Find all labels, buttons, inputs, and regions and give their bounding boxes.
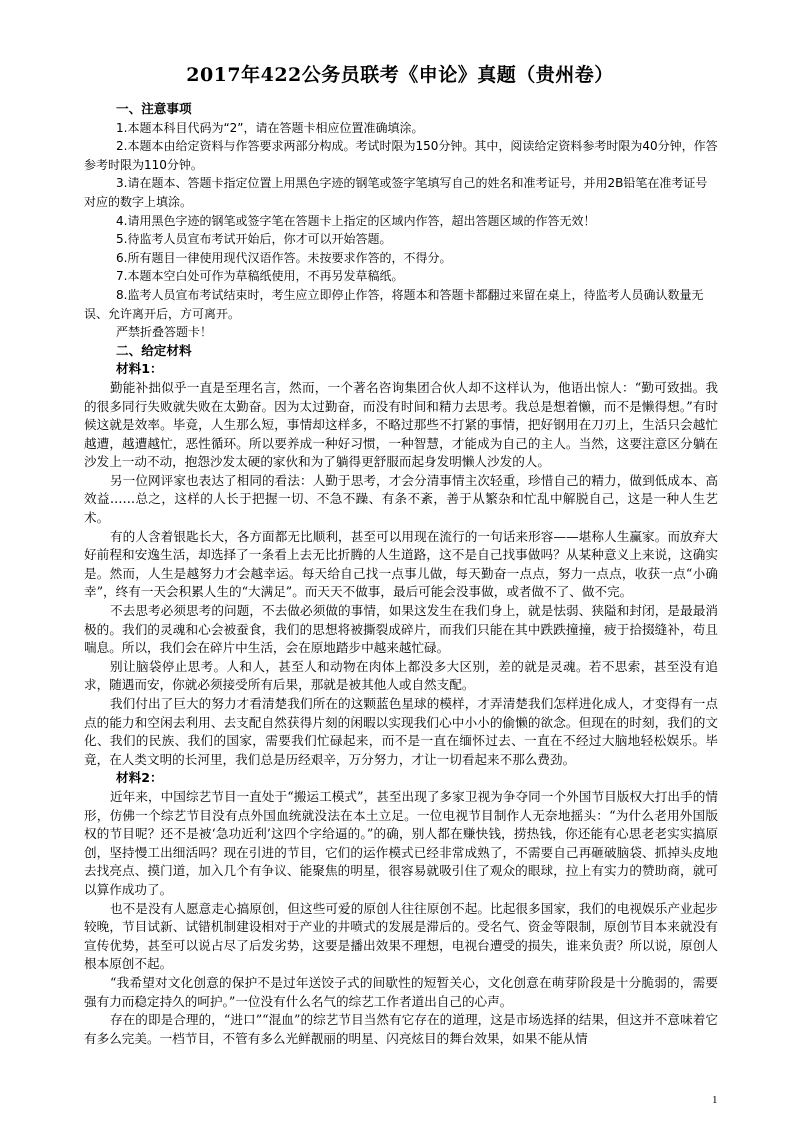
material-2-heading: 材料2： <box>116 770 163 786</box>
note-item: 6.所有题目一律使用现代汉语作答。未按要求作答的，不得分。 <box>116 250 452 265</box>
material-1-heading: 材料1： <box>116 361 163 377</box>
note-item: 7.本题本空白处可作为草稿纸使用，不再另发草稿纸。 <box>116 269 404 284</box>
paragraph: 我们付出了巨大的努力才看清楚我们所在的这颗蓝色星球的模样，才弄清楚我们怎样进化成人，才变得有一点点的能力和空闲去利用、去支配自然获得片刻的闲暇以实现我们心中小小的偷懒的欲念。但现在的时刻，我们的文化、我们的民族、我们的国家，需要我们忙碌起来，而不是一直在缅怀过去、一直在不经过大脑地轻松娱乐。毕竟，在人类文明的长河里，我们总是历经艰辛，万分努力，才让一切看起来不那么费劲。 <box>84 696 718 767</box>
document-title: 2017年422公务员联考《申论》真题（贵州卷） <box>186 64 614 86</box>
paragraph: 别让脑袋停止思考。人和人，甚至人和动物在肉体上都没多大区别，差的就是灵魂。若不思索，甚至没有追求，随遇而安，你就必须接受所有后果，那就是被其他人或自然支配。 <box>84 658 718 693</box>
note-item: 1.本题本科目代码为“2”，请在答题卡相应位置准确填涂。 <box>116 120 424 135</box>
note-item: 3.请在题本、答题卡指定位置上用黑色字迹的钢笔或签字笔填写自己的姓名和准考证号，并用2B铅笔在准考证号对应的数字上填涂。 <box>84 176 708 209</box>
paragraph: 另一位网评家也表达了相同的看法：人勤于思考，才会分清事情主次轻重，珍惜自己的精力，做到低成本、高效益……总之，这样的人长于把握一切、不急不躁、有条不紊，善于从繁杂和忙乱中解脱自己，这是一种人生艺术。 <box>84 472 718 526</box>
paragraph: “我希望对文化创意的保护不是过年送饺子式的间歇性的短暂关心，文化创意在萌芽阶段是十分脆弱的，需要强有力而稳定持久的呵护。”一位没有什么名气的综艺工作者道出自己的心声。 <box>84 974 718 1009</box>
paragraph: 不去思考必须思考的问题，不去做必须做的事情，如果这发生在我们身上，就是怯弱、狭隘和封闭，是最最消极的。我们的灵魂和心会被蚕食，我们的思想将被撕裂成碎片，而我们只能在其中跌跌撞撞，疲于拾掇缝补，苟且喘息。所以，我们会在碎片中生活，会在原地踏步中越来越忙碌。 <box>84 603 718 656</box>
paragraph: 勤能补拙似乎一直是至理名言，然而，一个著名咨询集团合伙人却不这样认为，他语出惊人：“勤可致拙。我的很多同行失败就失败在太勤奋。因为太过勤奋，而没有时间和精力去思考。我总是想着懒，而不是懒得想。”有时候这就是效率。毕竟，人生那么短，事情却这样多，不略过那些不打紧的事情，把好钢用在刀刃上，生活只会越忙越遭，越遭越忙，恶性循环。所以要养成一种好习惯，一种智慧，才能成为自己的主人。当然，这要注意区分躺在沙发上一动不动，抱怨沙发太硬的家伙和为了躺得更舒服而起身发明懒人沙发的人。 <box>84 379 718 470</box>
note-item: 5.待监考人员宣布考试开始后，你才可以开始答题。 <box>116 232 392 247</box>
section-heading-notes: 一、注意事项 <box>116 101 192 116</box>
paragraph: 存在的即是合理的，“进口”“混血”的综艺节目当然有它存在的道理，这是市场选择的结果，但这并不意味着它有多么完美。一档节目，不管有多么光鲜靓丽的明星、闪亮炫目的舞台效果，如果不能从情 <box>84 1012 718 1046</box>
paragraph: 近年来，中国综艺节目一直处于“搬运工模式”，甚至出现了多家卫视为争夺同一个外国节目版权大打出手的情形，仿佛一个综艺节目没有点外国血统就没法在本土立足。一位电视节目制作人无奈地摇头：“为什么老用外国版权的节目呢？还不是被‘急功近利’这四个字给逼的。”的确，别人都在赚快钱，捞热钱，你还能有心思老老实实搞原创，坚持慢工出细活吗？现在引进的节目，它们的运作模式已经非常成熟了，不需要自己再砸破脑袋、抓掉头皮地去找亮点、摸门道，加入几个有争议、能聚焦的明星，很容易就吸引住了观众的眼球，拉上有实力的赞助商，就可以算作成功了。 <box>84 788 718 897</box>
document-body <box>84 100 718 1048</box>
paragraph: 也不是没有人愿意走心搞原创，但这些可爱的原创人往往原创不起。比起很多国家，我们的电视娱乐产业起步较晚，节目试新、试错机制建设相对于产业的井喷式的发展是滞后的。受名气、资金等限制，原创节目本来就没有宣传优势，甚至可以说占尽了后发劣势，这要是播出效果不理想，电视台遭受的损失，谁来负责？所以说，原创人根本原创不起。 <box>84 900 718 972</box>
page-number: 1 <box>712 1094 718 1106</box>
note-item: 4.请用黑色字迹的钢笔或签字笔在答题卡上指定的区域内作答，超出答题区域的作答无效！ <box>116 213 596 228</box>
paragraph: 有的人含着银匙长大，各方面都无比顺利，甚至可以用现在流行的一句话来形容——堪称人生赢家。而放弃大好前程和安逸生活，却选择了一条看上去无比折腾的人生道路，这不是自己找事做吗？从某种意义上来说，这确实是。然而，人生是越努力才会越幸运。每天给自己找一点事儿做，每天勤奋一点点，努力一点点，收获一点“小确幸”，终有一天会积累人生的“大满足”。而天天不做事，最后可能会没事做，或者做不了、做不完。 <box>84 528 718 600</box>
note-item: 2.本题本由给定资料与作答要求两部分构成。考试时限为150分钟。其中，阅读给定资料参考时限为40分钟，作答参考时限为110分钟。 <box>84 139 718 172</box>
section-heading-materials: 二、给定材料 <box>116 342 192 358</box>
note-item: 8.监考人员宣布考试结束时，考生应立即停止作答，将题本和答题卡都翻过来留在桌上，待监考人员确认数量无误、允许离开后，方可离开。 <box>84 287 704 321</box>
note-warning: 严禁折叠答题卡！ <box>116 325 213 340</box>
